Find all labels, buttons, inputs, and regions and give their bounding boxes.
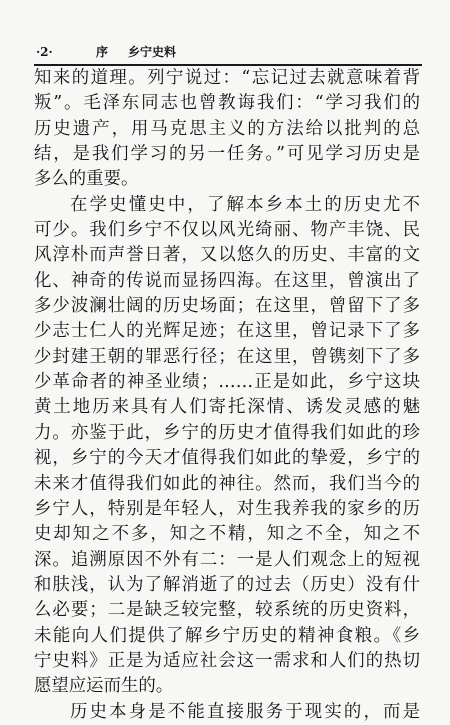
text-line: 少革命者的神圣业绩；……正是如此，乡宁这块: [34, 372, 420, 393]
body-text: [34, 66, 420, 722]
book-title: 乡宁史料: [128, 45, 177, 59]
text-line: 史却知之不多，知之不精，知之不全，知之不: [34, 524, 420, 545]
text-line: 多少波澜壮阔的历史场面；在这里，曾留下了多: [34, 296, 420, 317]
text-line: 可少。我们乡宁不仅以风光绮丽、物产丰饶、民: [34, 220, 420, 241]
text-line: 黄土地历来具有人们寄托深情、诱发灵感的魅: [34, 397, 420, 418]
text-line: 少封建王朝的罪恶行径；在这里，曾镌刻下了多: [34, 346, 420, 367]
text-line: 未能向人们提供了解乡宁历史的精神食粮。《乡: [34, 625, 420, 646]
text-line: 少志士仁人的光辉足迹；在这里，曾记录下了多: [34, 321, 420, 342]
text-line: 历史遗产，用马克思主义的方法给以批判的总: [34, 118, 420, 139]
text-line: 力。亦鉴于此，乡宁的历史才值得我们如此的珍: [34, 422, 420, 443]
text-line: 深。追溯原因不外有二：一是人们观念上的短视: [34, 549, 420, 570]
running-header: [34, 40, 422, 66]
text-line: 未来才值得我们如此的神往。然而，我们当今的: [34, 473, 420, 494]
text-line: 结，是我们学习的另一任务。”可见学习历史是: [34, 144, 420, 165]
text-line: 叛”。毛泽东同志也曾教诲我们：“学习我们的: [34, 93, 420, 114]
text-line: 和肤浅，认为了解消逝了的过去（历史）没有什: [34, 574, 420, 595]
section-title: 序: [96, 45, 109, 59]
text-line: 愿望应运而生的。: [34, 676, 174, 697]
text-line: 历史本身是不能直接服务于现实的，而是: [70, 701, 420, 722]
text-line: 多么的重要。: [34, 169, 139, 190]
text-line: 风淳朴而声誉日著，又以悠久的历史、丰富的文: [34, 245, 420, 266]
text-line: 乡宁人，特别是年轻人，对生我养我的家乡的历: [34, 498, 420, 519]
text-line: 化、神奇的传说而显扬四海。在这里，曾演出了: [34, 270, 420, 291]
text-line: 么必要；二是缺乏较完整，较系统的历史资料，: [34, 600, 420, 621]
text-line: 宁史料》正是为适应社会这一需求和人们的热切: [34, 650, 420, 671]
page-number: ·2·: [36, 45, 53, 59]
text-line: 知来的道理。列宁说过：“忘记过去就意味着背: [34, 68, 420, 88]
text-line: 视，乡宁的今天才值得我们如此的挚爱，乡宁的: [34, 448, 420, 469]
text-line: 在学史懂史中，了解本乡本土的历史尤不: [70, 194, 420, 215]
